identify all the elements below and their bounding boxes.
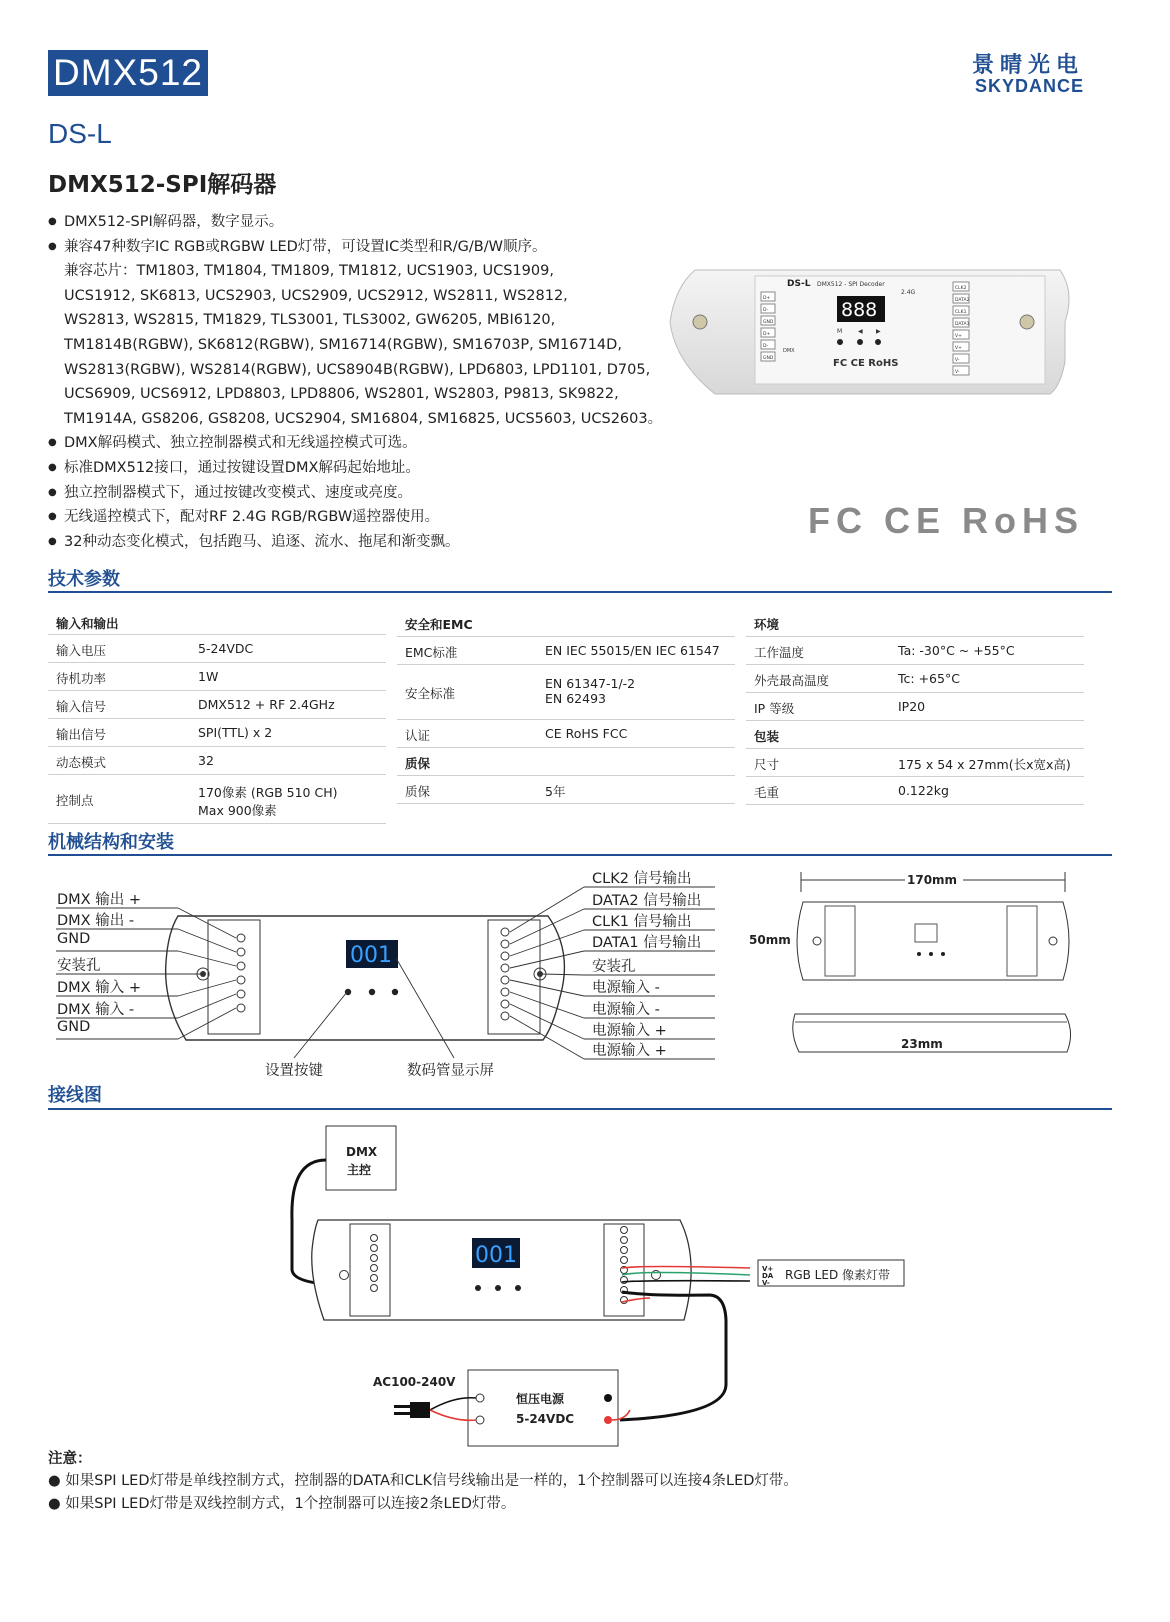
spec-key: 质保 — [405, 755, 431, 771]
spec-key: 输入和输出 — [56, 616, 119, 631]
terminal-label: V+ — [955, 334, 962, 339]
spec-row — [746, 777, 1084, 805]
spec-key: 控制点 — [56, 793, 94, 808]
spec-col-io — [48, 610, 386, 824]
mech-label-right: 安装孔 — [592, 959, 636, 975]
mech-label-right: 电源输入 + — [592, 1043, 667, 1059]
mech-label-right: DATA2 信号输出 — [592, 893, 702, 909]
terminal-label: D+ — [763, 332, 771, 337]
note-item: ● 如果SPI LED灯带是单线控制方式，控制器的DATA和CLK信号线输出是一样的，1个控制器可以连接4条LED灯带。 — [48, 1473, 798, 1489]
spec-value: DMX512 + RF 2.4GHz — [198, 696, 335, 712]
feature-list — [48, 210, 708, 554]
label-display: 数码管显示屏 — [407, 1063, 494, 1079]
terminal-label: CLK1 — [955, 310, 967, 315]
spec-key: 环境 — [754, 617, 780, 632]
spec-row — [48, 719, 386, 747]
feature-item: ● 独立控制器模式下，通过按键改变模式、速度或亮度。 — [48, 481, 708, 506]
section-divider — [48, 591, 1112, 593]
section-divider — [48, 854, 1112, 856]
dim-length: 170mm — [907, 873, 958, 887]
feature-item: ● DMX512-SPI解码器，数字显示。 — [48, 210, 708, 235]
spec-value: 175 x 54 x 27mm(长x宽x高) — [898, 756, 1071, 772]
mech-label-right: CLK1 信号输出 — [592, 914, 692, 930]
spec-row — [48, 635, 386, 663]
mech-label-right: 电源输入 - — [592, 1002, 660, 1018]
terminal-label: D+ — [763, 296, 771, 301]
chip-list-line: WS2813(RGBW), WS2814(RGBW), UCS8904B(RGBW), LPD6803, LPD1101, D705, — [64, 361, 651, 378]
spec-header — [48, 610, 386, 635]
spec-key: 输出信号 — [56, 726, 107, 742]
feature-item: ● 兼容47种数字IC RGB或RGBW LED灯带，可设置IC类型和R/G/B/W顺序。 — [48, 235, 708, 260]
section-title-spec: 技术参数 — [48, 569, 120, 590]
terminal-label: CLK2 — [955, 286, 967, 291]
mech-label-left: DMX 输入 + — [57, 980, 141, 996]
mech-label-left: 安装孔 — [57, 958, 101, 974]
series-badge: DMX512 — [48, 50, 208, 96]
spec-value: 170像素 (RGB 510 CH) Max 900像素 — [198, 785, 338, 818]
psu-label-1: 恒压电源 — [516, 1392, 565, 1406]
spec-row — [48, 775, 386, 824]
btn-m-label: M — [837, 328, 843, 335]
terminal-label: D- — [763, 344, 769, 349]
btn-left-label: ◀ — [858, 328, 863, 335]
note-item: ● 如果SPI LED灯带是双线控制方式，1个控制器可以连接2条LED灯带。 — [48, 1496, 516, 1512]
chip-list-line: TM1814B(RGBW), SK6812(RGBW), SM16714(RGBW), SM16703P, SM16714D, — [64, 336, 622, 353]
spec-col-environment — [746, 610, 1084, 805]
dmx-master-line2: 主控 — [347, 1163, 372, 1177]
spec-key: 质保 — [405, 783, 431, 799]
chip-list-line: TM1914A, GS8206, GS8208, UCS2904, SM16804, SM16825, UCS5603, UCS2603。 — [64, 410, 663, 427]
spec-key: 毛重 — [754, 784, 780, 800]
terminal-label: V- — [955, 370, 960, 375]
spec-value: 5-24VDC — [198, 640, 254, 656]
strip-pin-vminus: V- — [762, 1279, 770, 1287]
spec-key: 包装 — [754, 728, 780, 744]
spec-value: EN IEC 55015/EN IEC 61547 — [545, 642, 720, 658]
feature-item: ● 标准DMX512接口，通过按键设置DMX解码起始地址。 — [48, 456, 708, 481]
btn-right-label: ▶ — [876, 328, 881, 335]
spec-value: CE RoHS FCC — [545, 725, 628, 741]
mech-dimension-views — [745, 862, 1085, 1072]
spec-row — [746, 637, 1084, 665]
strip-pin-vplus: V+ — [762, 1265, 774, 1273]
spec-value: 5年 — [545, 783, 566, 799]
feature-item: ● DMX解码模式、独立控制器模式和无线遥控模式可选。 — [48, 431, 708, 456]
page-title: DMX512-SPI解码器 — [48, 172, 277, 198]
dmx-master-line1: DMX — [346, 1145, 378, 1159]
spec-key: 输入电压 — [56, 642, 107, 658]
mech-label-left: GND — [57, 931, 91, 947]
spec-col-safety — [397, 610, 735, 804]
terminal-label: GND — [763, 356, 774, 361]
mech-label-right: 电源输入 + — [592, 1023, 667, 1039]
spec-header — [397, 610, 735, 637]
spec-key: 外壳最高温度 — [754, 672, 830, 688]
spec-header — [397, 748, 735, 776]
spec-row — [746, 749, 1084, 777]
dim-width: 50mm — [749, 933, 791, 947]
wiring-diagram — [280, 1120, 920, 1460]
mech-label-right: CLK2 信号输出 — [592, 871, 692, 887]
spec-value: 32 — [198, 752, 214, 768]
model-number: DS-L — [48, 118, 112, 149]
terminal-label: V+ — [955, 346, 962, 351]
spec-value: IP20 — [898, 698, 926, 714]
spec-key: 输入信号 — [56, 698, 107, 714]
terminal-label: D- — [763, 308, 769, 313]
spec-value: 0.122kg — [898, 782, 949, 798]
dmx-label: DMX — [783, 348, 795, 354]
spec-key: 安全和EMC — [405, 617, 473, 632]
spec-value: Ta: -30°C ~ +55°C — [898, 642, 1015, 658]
spec-row — [48, 691, 386, 719]
wiring-display: 001 — [475, 1243, 517, 1268]
section-divider — [48, 1108, 1112, 1110]
mech-label-left: DMX 输出 - — [57, 913, 135, 929]
spec-value: Tc: +65°C — [898, 670, 960, 686]
chip-list-line: 兼容芯片：TM1803, TM1804, TM1809, TM1812, UCS1903, UCS1909, — [64, 263, 554, 280]
product-display: 888 — [841, 299, 878, 321]
spec-row — [397, 637, 735, 665]
terminal-label: V- — [955, 358, 960, 363]
strip-pin-da: DA — [762, 1272, 774, 1280]
spec-value: SPI(TTL) x 2 — [198, 724, 273, 740]
product-marks: FC CE RoHS — [833, 358, 899, 369]
feature-item: ● 无线遥控模式下，配对RF 2.4G RGB/RGBW遥控器使用。 — [48, 505, 708, 530]
mech-display: 001 — [350, 943, 392, 968]
spec-key: 工作温度 — [754, 644, 805, 660]
spec-header — [746, 610, 1084, 637]
brand-name-en: SKYDANCE — [974, 76, 1084, 96]
product-name: DS-L — [787, 279, 811, 289]
chip-list-line: UCS1912, SK6813, UCS2903, UCS2909, UCS2912, WS2811, WS2812, — [64, 287, 568, 304]
spec-row — [746, 693, 1084, 721]
terminal-label: GND — [763, 320, 774, 325]
mech-label-right: 电源输入 - — [592, 980, 660, 996]
spec-row — [48, 747, 386, 775]
spec-key: IP 等级 — [754, 700, 795, 716]
spec-value: 1W — [198, 668, 219, 684]
mech-label-left: DMX 输出 + — [57, 892, 141, 908]
mech-label-left: DMX 输入 - — [57, 1002, 135, 1018]
feature-item: ● 32种动态变化模式，包括跑马、追逐、流水、拖尾和渐变飘。 — [48, 530, 708, 555]
spec-value: EN 61347-1/-2 EN 62493 — [545, 676, 636, 706]
rf-label: 2.4G — [901, 289, 916, 296]
mech-label-left: GND — [57, 1019, 91, 1035]
spec-key: 安全标准 — [405, 686, 456, 701]
terminal-label: DATA2 — [955, 298, 970, 303]
section-title-wiring: 接线图 — [48, 1085, 102, 1106]
chip-list-line: UCS6909, UCS6912, LPD8803, LPD8806, WS2801, WS2803, P9813, SK9822, — [64, 386, 619, 403]
spec-key: EMC标准 — [405, 644, 458, 660]
certification-marks: FC CE RoHS — [808, 500, 1084, 541]
spec-header — [746, 721, 1084, 749]
spec-key: 尺寸 — [754, 756, 780, 772]
spec-row — [746, 665, 1084, 693]
psu-label-2: 5-24VDC — [516, 1412, 575, 1426]
dim-height: 23mm — [901, 1037, 943, 1051]
product-photo — [665, 262, 1085, 402]
spec-row — [48, 663, 386, 691]
ac-label: AC100-240V — [373, 1375, 456, 1389]
label-setup-button: 设置按键 — [265, 1063, 323, 1079]
spec-row — [397, 776, 735, 804]
strip-label: RGB LED 像素灯带 — [785, 1268, 891, 1282]
terminal-label: DATA1 — [955, 322, 970, 327]
spec-key: 待机功率 — [56, 670, 107, 686]
brand-name-cn: 景晴光电 — [971, 53, 1084, 78]
section-title-mech: 机械结构和安装 — [48, 832, 174, 853]
spec-row — [397, 720, 735, 748]
spec-key: 动态模式 — [56, 754, 107, 770]
product-subtitle: DMX512 - SPI Decoder — [817, 281, 885, 288]
spec-row — [397, 665, 735, 720]
chip-list-line: WS2813, WS2815, TM1829, TLS3001, TLS3002, GW6205, MBI6120, — [64, 312, 556, 329]
mech-label-right: DATA1 信号输出 — [592, 935, 702, 951]
notes-title: 注意： — [48, 1451, 92, 1467]
spec-key: 认证 — [405, 727, 431, 743]
